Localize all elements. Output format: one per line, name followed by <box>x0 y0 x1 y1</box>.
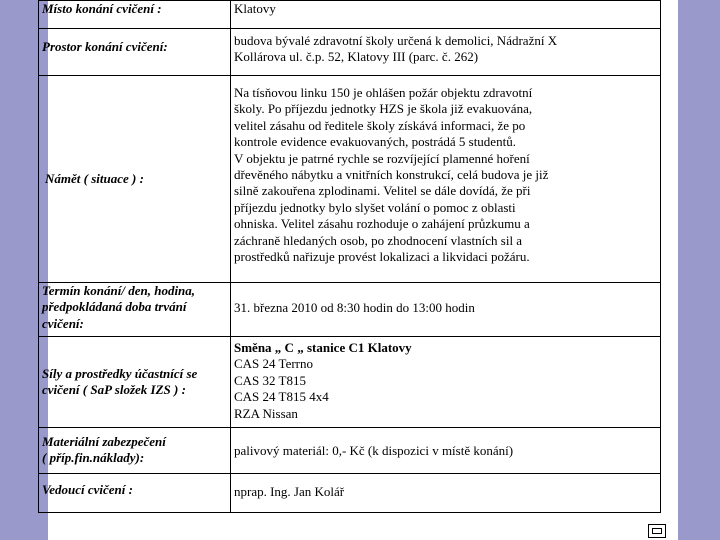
venue-value <box>231 29 661 76</box>
table-row <box>39 29 661 76</box>
exercise-info-table <box>38 0 661 513</box>
forces-label <box>39 337 231 428</box>
table-row <box>39 1 661 29</box>
location-label: Místo konání cvičení : <box>39 1 231 29</box>
table-row <box>39 283 661 337</box>
shift-heading: Směna „ C „ stanice C1 Klatovy <box>234 340 412 355</box>
scenario-line: velitel zásahu od ředitele školy získává informaci, že po <box>234 117 526 133</box>
table-row <box>39 76 661 283</box>
vehicle-line: CAS 24 Terrno <box>234 356 314 372</box>
scenario-line: silně zakouřena zplodinami. Velitel se dále dovídá, že při <box>234 183 531 199</box>
scenario-line: dřevěného nábytku a vnitřních konstrukcí, celá budova je již <box>234 167 549 183</box>
material-value: palivový materiál: 0,- Kč (k dispozici v místě konání) <box>231 428 661 474</box>
forces-value <box>231 337 661 428</box>
forces-label-line: Síly a prostředky účastnící se <box>42 365 198 381</box>
table-row <box>39 428 661 474</box>
leader-value: nprap. Ing. Jan Kolář <box>231 474 661 513</box>
scenario-line: prostředků nařizuje provést lokalizaci a likvidaci požáru. <box>234 249 530 265</box>
venue-line: budova bývalé zdravotní školy určená k demolici, Nádražní X <box>234 33 558 48</box>
scenario-line: V objektu je patrné rychle se rozvíjející plamenné hoření <box>234 150 530 166</box>
material-label-line: Materiální zabezpečení <box>42 434 166 449</box>
scenario-line: školy. Po příjezdu jednotky HZS je škola již evakuována, <box>234 101 533 117</box>
scenario-line: záchraně hledaných osob, po zhodnocení vlastních sil a <box>234 232 523 248</box>
date-value: 31. března 2010 od 8:30 hodin do 13:00 hodin <box>231 283 661 337</box>
scenario-value <box>231 76 661 283</box>
table-row <box>39 474 661 513</box>
material-label <box>39 428 231 474</box>
date-label-line: cvičení: <box>42 315 84 331</box>
slide-control-icon-inner <box>652 528 662 534</box>
vehicle-line: RZA Nissan <box>234 405 298 421</box>
venue-line: Kollárova ul. č.p. 52, Klatovy III (parc. č. 262) <box>234 49 479 65</box>
scenario-line: ohniska. Velitel zásahu rozhoduje o zahájení průzkumu a <box>234 216 530 232</box>
table-row <box>39 337 661 428</box>
scenario-label: Námět ( situace ) : <box>39 76 231 283</box>
forces-label-line: cvičení ( SaP složek IZS ) : <box>42 382 186 397</box>
scenario-line: kontrole evidence evakuovaných, postrádá 5 studentů. <box>234 134 516 150</box>
venue-label: Prostor konání cvičení: <box>39 29 231 76</box>
slide-control-icon[interactable] <box>648 524 666 538</box>
location-value: Klatovy <box>231 1 661 29</box>
scenario-line: Na tísňovou linku 150 je ohlášen požár objektu zdravotní <box>234 85 533 100</box>
leader-label: Vedoucí cvičení : <box>39 474 231 513</box>
scenario-line: příjezdu jednotky bylo slyšet volání o pomoc z oblasti <box>234 199 516 215</box>
date-label <box>39 283 231 337</box>
vehicle-line: CAS 24 T815 4x4 <box>234 389 329 405</box>
date-label-line: Termín konání/ den, hodina, <box>42 283 196 298</box>
vehicle-line: CAS 32 T815 <box>234 372 306 388</box>
date-label-line: předpokládaná doba trvání <box>42 299 187 315</box>
material-label-line: ( příp.fin.náklady): <box>42 450 145 466</box>
